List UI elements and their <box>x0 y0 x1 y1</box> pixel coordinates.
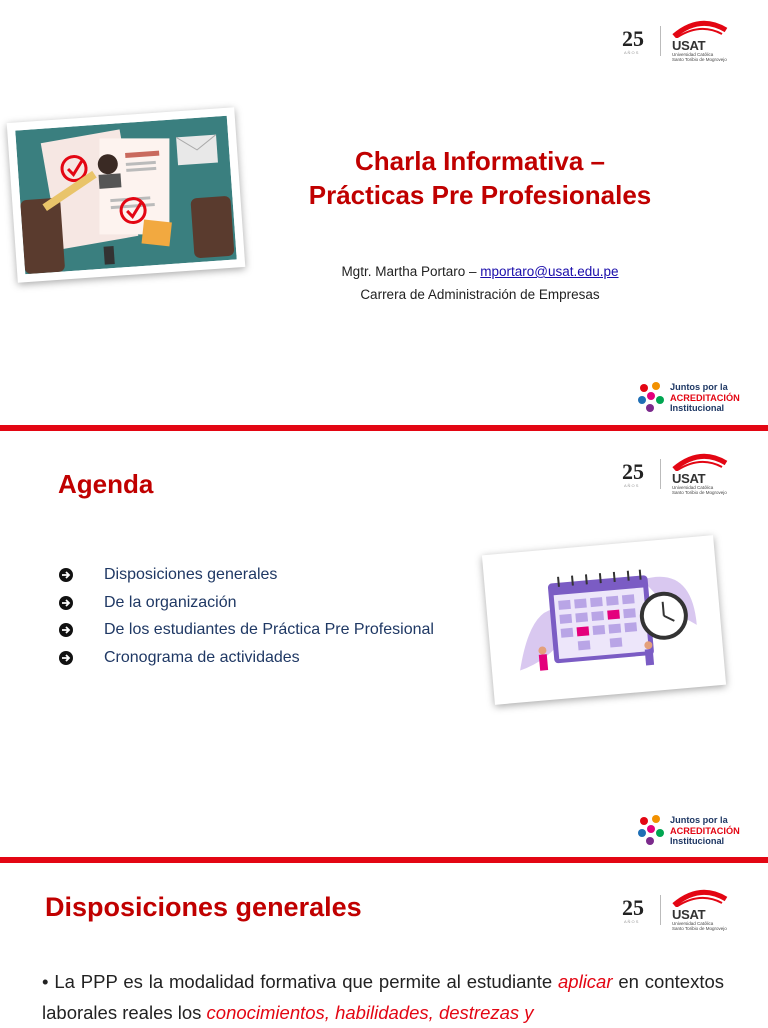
agenda-item <box>58 589 434 617</box>
author-block <box>250 260 710 306</box>
calendar-image <box>491 544 718 696</box>
usat-logo-text: USAT <box>672 38 706 53</box>
25-years-icon <box>622 893 650 925</box>
usat-logo-text: USAT <box>672 471 706 486</box>
arrow-circle-bullet-icon <box>58 567 74 583</box>
arrow-circle-bullet-icon <box>58 622 74 638</box>
usat-sub-line2: Santo Toribio de Mogrovejo <box>672 490 727 495</box>
agenda-item <box>58 644 434 672</box>
paragraph-text-2: en contextos laborales reales los <box>42 971 724 1023</box>
25-years-icon <box>622 24 650 56</box>
title-line-2: Prácticas Pre Profesionales <box>308 180 652 210</box>
paragraph-emphasis-1: aplicar <box>558 971 613 992</box>
acred-line-2: ACREDITACIÓN <box>670 392 740 403</box>
acreditacion-figures-icon <box>636 380 668 414</box>
acred-line-1: Juntos por la <box>670 815 728 825</box>
usat-arc-icon <box>672 887 728 907</box>
author-name: Mgtr. Martha Portaro – <box>341 264 481 279</box>
paragraph-text-1: La PPP es la modalidad formativa que permite al estudiante <box>54 971 558 992</box>
usat-arc-icon <box>672 451 728 471</box>
resume-desk-image <box>15 116 237 274</box>
agenda-item-label: De la organización <box>104 593 237 611</box>
usat-logo <box>622 451 734 497</box>
acred-line-3: Institucional <box>670 403 725 413</box>
usat-sub-line1: Universidad Católica <box>672 52 714 57</box>
calendar-illustration <box>482 535 726 705</box>
usat-sub-line2: Santo Toribio de Mogrovejo <box>672 926 727 931</box>
agenda-item-label: Disposiciones generales <box>104 566 278 583</box>
acreditacion-text <box>670 382 740 414</box>
resume-illustration <box>7 107 246 283</box>
author-email-link[interactable]: mportaro@usat.edu.pe <box>480 264 619 279</box>
agenda-item-label: De los estudiantes de Práctica Pre Profesional <box>104 621 434 638</box>
acreditacion-text <box>670 815 740 847</box>
svg-text:A Ñ O S: A Ñ O S <box>624 483 639 488</box>
logo-separator <box>660 459 661 489</box>
slide-title <box>0 0 768 425</box>
arrow-circle-bullet-icon <box>58 650 74 666</box>
acreditacion-figures-icon <box>636 813 668 847</box>
usat-sub-line1: Universidad Católica <box>672 485 714 490</box>
acreditacion-logo <box>636 380 740 416</box>
usat-logo <box>622 18 734 64</box>
agenda-heading: Agenda <box>58 469 154 499</box>
disposiciones-paragraph <box>42 966 724 1028</box>
presentation-title <box>250 144 710 212</box>
usat-logo-subtitle <box>672 485 727 495</box>
agenda-item <box>58 561 434 589</box>
svg-text:A Ñ O S: A Ñ O S <box>624 919 639 924</box>
svg-text:25: 25 <box>622 459 644 484</box>
career-line: Carrera de Administración de Empresas <box>360 287 600 302</box>
disposiciones-heading: Disposiciones generales <box>45 892 362 922</box>
svg-text:25: 25 <box>622 895 644 920</box>
paragraph-emphasis-2: conocimientos, habilidades, destrezas y <box>206 1002 534 1023</box>
agenda-list <box>58 561 434 671</box>
arrow-circle-bullet-icon <box>58 595 74 611</box>
usat-sub-line2: Santo Toribio de Mogrovejo <box>672 57 727 62</box>
author-line <box>250 260 710 283</box>
agenda-item-label: Cronograma de actividades <box>104 648 300 666</box>
usat-arc-icon <box>672 18 728 38</box>
acred-line-2: ACREDITACIÓN <box>670 825 740 836</box>
usat-logo <box>622 887 734 933</box>
acred-line-3: Institucional <box>670 836 725 846</box>
25-years-icon <box>622 457 650 489</box>
svg-text:A Ñ O S: A Ñ O S <box>624 50 639 55</box>
usat-logo-subtitle <box>672 52 727 62</box>
usat-logo-text: USAT <box>672 907 706 922</box>
logo-separator <box>660 26 661 56</box>
logo-separator <box>660 895 661 925</box>
usat-sub-line1: Universidad Católica <box>672 921 714 926</box>
title-line-1: Charla Informativa – <box>355 146 605 176</box>
acreditacion-logo <box>636 813 740 849</box>
svg-text:25: 25 <box>622 26 644 51</box>
usat-logo-subtitle <box>672 921 727 931</box>
acred-line-1: Juntos por la <box>670 382 728 392</box>
agenda-item <box>58 616 434 644</box>
slide-agenda <box>0 431 768 857</box>
paragraph-bullet: • <box>42 971 49 992</box>
